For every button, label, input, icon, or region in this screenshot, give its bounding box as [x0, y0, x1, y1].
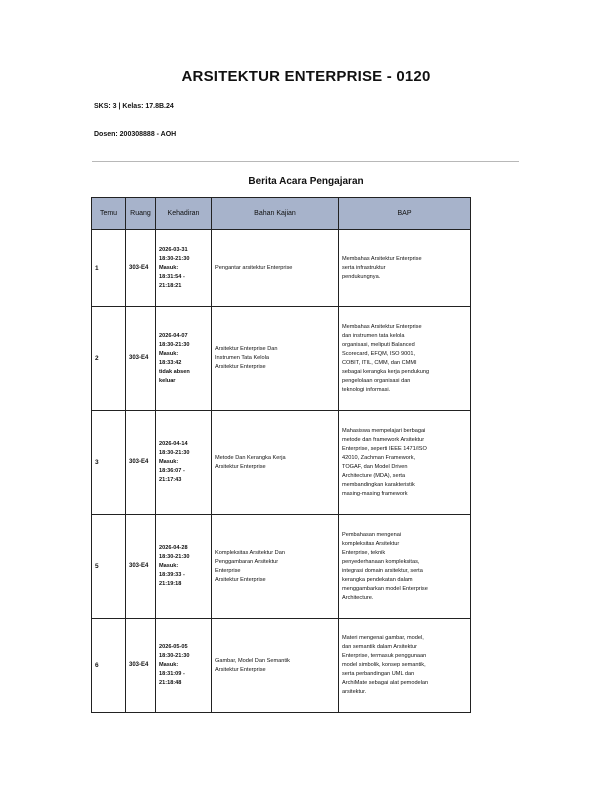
cell-bap: Mahasiswa mempelajari berbagai metode dan framework Arsitektur Enterprise, seperti IEEE 1471/ISO 42010, Zachman Framework, TOGAF, dan Model Driven Architecture (MDA), serta membandingkan karakteristik masing-masing framework: [339, 411, 471, 515]
cell-temu: 2: [92, 307, 126, 411]
table-row: [92, 619, 471, 713]
cell-bap: Pembahasan mengenai kompleksitas Arsitektur Enterprise, teknik penyederhanaan kompleksitas, integrasi domain arsitektur, serta kerangka pendekatan dalam menggambarkan model Enterprise Architecture.: [339, 515, 471, 619]
cell-kehadiran: 2026-04-14 18:30-21:30 Masuk: 18:36:07 - 21:17:43: [156, 411, 212, 515]
cell-temu: 6: [92, 619, 126, 713]
table-row: [92, 230, 471, 307]
cell-bahan-kajian: Kompleksitas Arsitektur Dan Penggambaran Arsitektur Enterprise Arsitektur Enterprise: [212, 515, 339, 619]
header-temu: Temu: [92, 198, 126, 230]
cell-temu: 3: [92, 411, 126, 515]
cell-bap: Materi mengenai gambar, model, dan semantik dalam Arsitektur Enterprise, termasuk penggunaan model simbolik, konsep semantik, serta perbandingan UML dan ArchiMate sebagai alat pemodelan arsitektur.: [339, 619, 471, 713]
cell-kehadiran: 2026-04-28 18:30-21:30 Masuk: 18:39:33 - 21:19:18: [156, 515, 212, 619]
cell-kehadiran: 2026-03-31 18:30-21:30 Masuk: 18:31:54 - 21:18:21: [156, 230, 212, 307]
divider: [92, 161, 519, 162]
table-row: [92, 515, 471, 619]
cell-ruang: 303-E4: [126, 515, 156, 619]
table-header-row: [92, 198, 471, 230]
cell-kehadiran: 2026-05-05 18:30-21:30 Masuk: 18:31:09 - 21:18:48: [156, 619, 212, 713]
cell-kehadiran: 2026-04-07 18:30-21:30 Masuk: 18:33:42 tidak absen keluar: [156, 307, 212, 411]
table-row: [92, 411, 471, 515]
cell-bahan-kajian: Metode Dan Kerangka Kerja Arsitektur Enterprise: [212, 411, 339, 515]
course-info: SKS: 3 | Kelas: 17.8B.24: [94, 103, 174, 110]
cell-temu: 1: [92, 230, 126, 307]
header-kehadiran: Kehadiran: [156, 198, 212, 230]
cell-bap: Membahas Arsitektur Enterprise dan instrumen tata kelola organisasi, meliputi Balanced Scorecard, EFQM, ISO 9001, COBIT, ITIL, CMM, dan CMMI sebagai kerangka kerja pendukung pengelolaan organisasi dan teknologi informasi.: [339, 307, 471, 411]
cell-bahan-kajian: Pengantar arsitektur Enterprise: [212, 230, 339, 307]
lecturer-info: Dosen: 200308888 - AOH: [94, 131, 177, 138]
cell-ruang: 303-E4: [126, 307, 156, 411]
header-bap: BAP: [339, 198, 471, 230]
cell-ruang: 303-E4: [126, 411, 156, 515]
page-title: ARSITEKTUR ENTERPRISE - 0120: [181, 68, 431, 85]
header-ruang: Ruang: [126, 198, 156, 230]
cell-ruang: 303-E4: [126, 619, 156, 713]
section-title: Berita Acara Pengajaran: [248, 176, 364, 187]
header-bahan-kajian: Bahan Kajian: [212, 198, 339, 230]
cell-bahan-kajian: Arsitektur Enterprise Dan Instrumen Tata Kelola Arsitektur Enterprise: [212, 307, 339, 411]
cell-temu: 5: [92, 515, 126, 619]
teaching-record-table: [91, 197, 471, 713]
table-row: [92, 307, 471, 411]
cell-ruang: 303-E4: [126, 230, 156, 307]
cell-bahan-kajian: Gambar, Model Dan Semantik Arsitektur Enterprise: [212, 619, 339, 713]
cell-bap: Membahas Arsitektur Enterprise serta infrastruktur pendukungnya.: [339, 230, 471, 307]
